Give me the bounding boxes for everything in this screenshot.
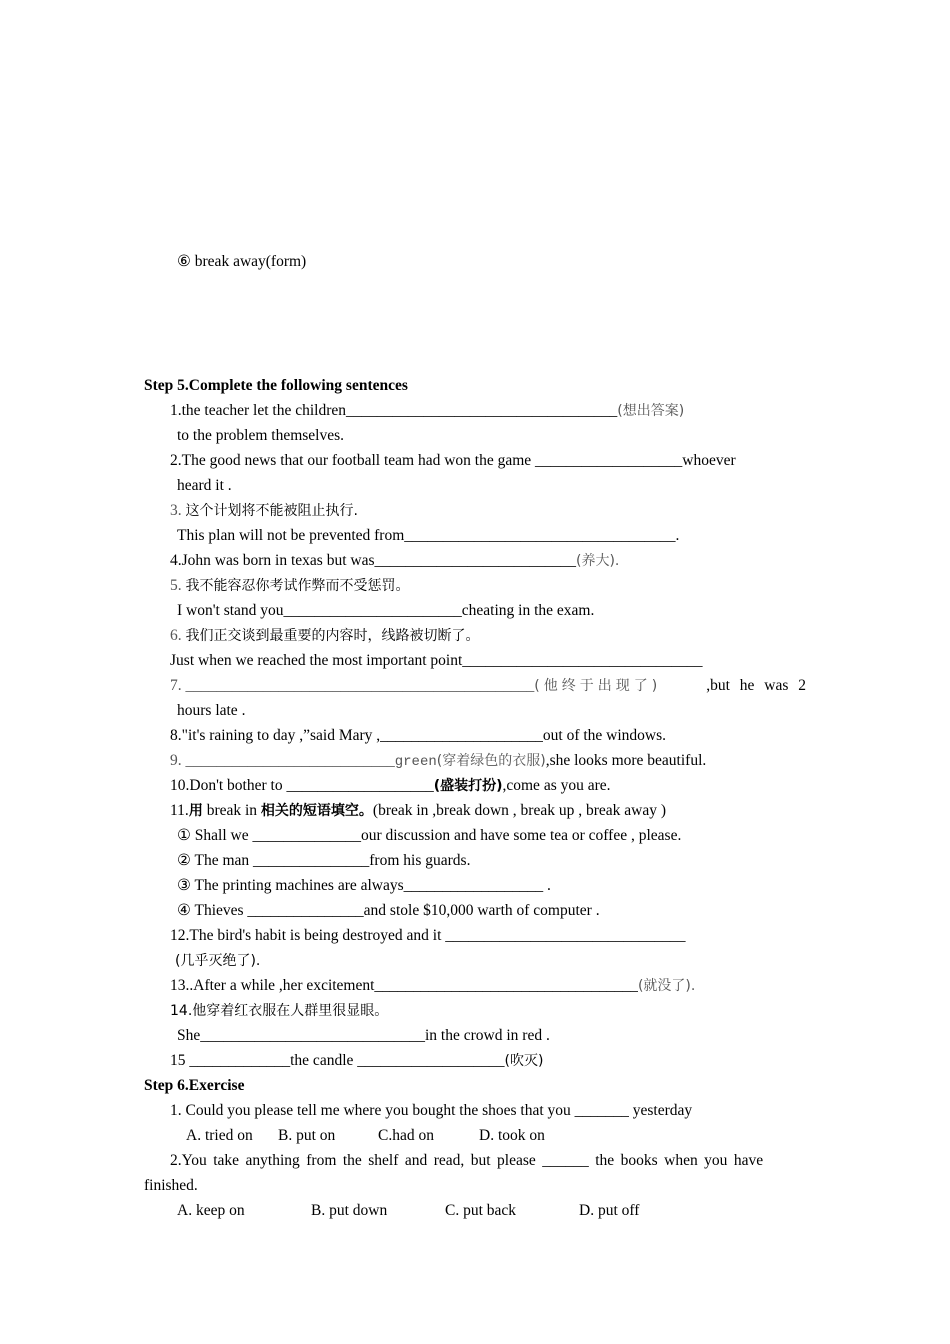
step6-heading: Step 6.Exercise: [144, 1077, 245, 1094]
exercise-2-option-a: A. keep on: [177, 1202, 245, 1219]
q11-sub-4: ④ Thieves _______________and stole $10,000 warth of computer .: [177, 902, 600, 919]
exercise-1-question: 1. Could you please tell me where you bought the shoes that you _______ yesterday: [170, 1102, 693, 1119]
q15-chinese-hint: (吹灭): [504, 1053, 544, 1069]
q9-line: [170, 751, 706, 772]
q3-line2: This plan will not be prevented from___________________________________.: [177, 527, 680, 544]
q5-line1: [170, 576, 410, 596]
q12-line1: 12.The bird's habit is being destroyed and it _______________________________: [170, 927, 686, 944]
q10-chinese-hint: (盛装打扮): [433, 778, 503, 794]
q5-line2: I won't stand you_______________________cheating in the exam.: [177, 602, 595, 619]
q13-text: 13..After a while ,her excitement__________________________________: [170, 977, 638, 994]
q6-line2: Just when we reached the most important point_______________________________: [170, 652, 703, 669]
q10-line: [170, 776, 611, 796]
q7-number: 7.: [170, 677, 182, 694]
q11-options: (break in ,break down , break up , break away ): [372, 802, 667, 819]
q1-line2: to the problem themselves.: [177, 427, 345, 444]
q14-line1: 14.他穿着红衣服在人群里很显眼。: [170, 1003, 389, 1019]
q14-line2: She_____________________________in the crowd in red .: [177, 1027, 550, 1044]
q4-line: [170, 551, 619, 571]
q11-sub-1: ① Shall we ______________our discussion and have some tea or coffee , please.: [177, 827, 682, 844]
exercise-2-option-b: B. put down: [311, 1202, 388, 1219]
sub-item-6: ⑥ break away(form): [177, 253, 307, 270]
q8-line: 8."it's raining to day ,”said Mary ,_____________________out of the windows.: [170, 727, 667, 744]
q1-text: 1.the teacher let the children___________________________________: [170, 402, 618, 419]
q3-chinese: 这个计划将不能被阻止执行.: [185, 503, 358, 519]
q11-line: [170, 801, 666, 821]
q5-chinese: 我不能容忍你考试作弊而不受惩罚。: [185, 578, 410, 594]
step5-heading: Step 5.Complete the following sentences: [144, 377, 408, 394]
q7-chinese-hint: (他终于出现了): [534, 678, 662, 694]
q9-end: ,she looks more beautiful.: [545, 752, 707, 769]
q4-text: 4.John was born in texas but was__________________________: [170, 552, 576, 569]
exercise-1-option-b: B. put on: [278, 1127, 336, 1144]
q2-line2: heard it .: [177, 477, 232, 494]
q7-line2: hours late .: [177, 702, 246, 719]
q1-chinese-hint: (想出答案): [617, 403, 685, 419]
q6-number: 6.: [170, 627, 182, 644]
q10-text: 10.Don't bother to ___________________: [170, 777, 434, 794]
exercise-1-option-a: A. tried on: [186, 1127, 253, 1144]
q15-line: [170, 1051, 543, 1071]
q6-chinese: 我们正交谈到最重要的内容时，线路被切断了。: [185, 628, 480, 644]
q1-line1: [170, 401, 684, 421]
q11-sub-2: ② The man _______________from his guards.: [177, 852, 471, 869]
exercise-2-question-line1: [170, 1151, 806, 1171]
q9-chinese-hint: (穿着绿色的衣服): [436, 753, 546, 769]
q11-number: 11.: [170, 802, 189, 819]
q13-chinese-hint: (就没了).: [637, 978, 696, 994]
q11-chinese-1: 用: [188, 803, 203, 819]
exercise-2-question-line2: finished.: [144, 1177, 198, 1194]
q2-line1: 2.The good news that our football team had won the game ___________________whoever: [170, 452, 736, 469]
q9-blank: ___________________________: [185, 752, 395, 769]
q6-line1: [170, 626, 480, 646]
q10-end: ,come as you are.: [502, 777, 611, 794]
exercise-2-option-d: D. put off: [579, 1202, 640, 1219]
q11-chinese-2: 相关的短语填空。: [260, 803, 373, 819]
q7-line1: [170, 676, 806, 696]
q15-text: 15 _____________the candle ___________________: [170, 1052, 505, 1069]
q11-break-in: break in: [202, 802, 261, 819]
exercise-1-option-c: C.had on: [378, 1127, 434, 1144]
q13-line: [170, 976, 695, 996]
q9-number: 9.: [170, 752, 182, 769]
exercise-2-option-c: C. put back: [445, 1202, 517, 1219]
q9-green: green: [394, 754, 437, 770]
exercise-1-option-d: D. took on: [479, 1127, 545, 1144]
q12-line2: (几乎灭绝了).: [175, 953, 261, 969]
q7-blank: _____________________________________________: [185, 677, 535, 694]
q11-sub-3: ③ The printing machines are always__________________ .: [177, 877, 551, 894]
q3-line1: [170, 501, 358, 521]
q5-number: 5.: [170, 577, 182, 594]
q7-left: [170, 676, 661, 696]
exercise-2-question: 2.You take anything from the shelf and read, but please ______ the books when you have: [170, 1152, 764, 1169]
q3-number: 3.: [170, 502, 182, 519]
q7-end: ,but he was 2: [706, 677, 806, 694]
q4-chinese-hint: (养大).: [576, 553, 620, 569]
